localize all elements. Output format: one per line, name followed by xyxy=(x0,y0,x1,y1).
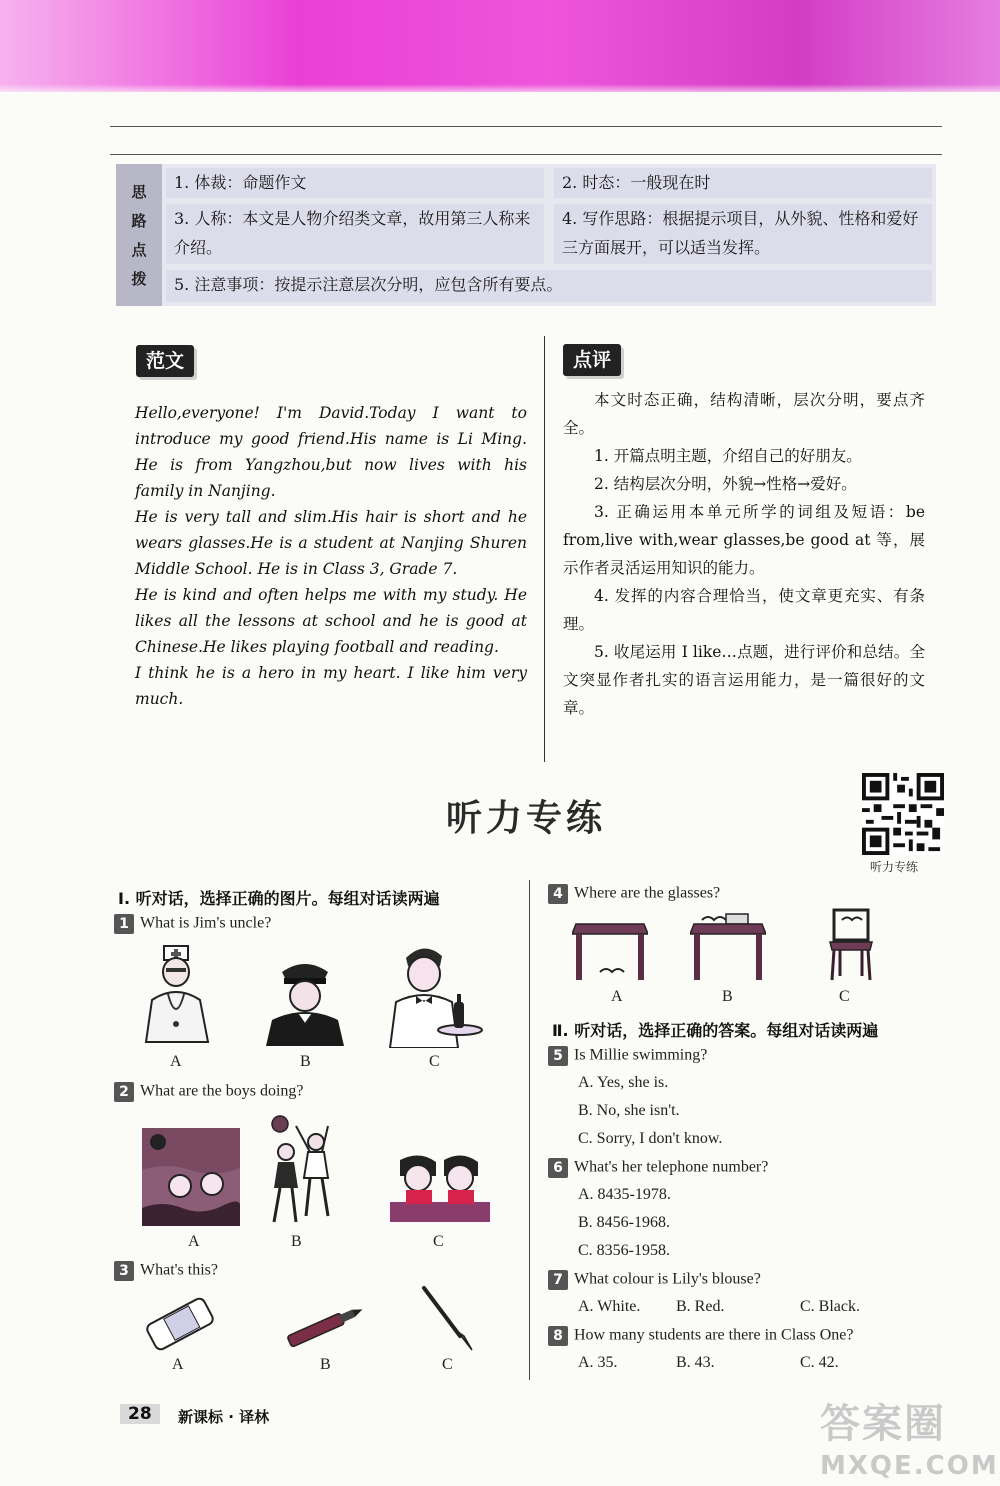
comment-paragraph: 1. 开篇点明主题，介绍自己的好朋友。 xyxy=(594,447,862,465)
answer-option[interactable]: B. 8456-1968. xyxy=(578,1214,670,1231)
answer-option[interactable]: A. 35. xyxy=(578,1354,618,1371)
tip-person: 3. 人称：本文是人物介绍类文章，故用第三人称来介绍。 xyxy=(166,204,544,264)
question-6 xyxy=(548,1158,768,1178)
model-essay xyxy=(135,400,527,712)
question-text: What's her telephone number? xyxy=(574,1158,769,1176)
answer-option[interactable]: B. Red. xyxy=(676,1298,725,1315)
tip-approach: 4. 写作思路：根据提示项目，从外貌、性格和爱好三方面展开，可以适当发挥。 xyxy=(554,204,932,264)
tips-char: 路 xyxy=(131,212,147,230)
question-number: 3 xyxy=(114,1261,134,1281)
thinking-tips-box xyxy=(116,164,936,306)
question-number: 6 xyxy=(548,1158,568,1178)
option-label: A xyxy=(611,988,623,1005)
qr-code-icon[interactable] xyxy=(862,773,944,855)
comment-paragraph: 4. 发挥的内容合理恰当，使文章更充实、有条理。 xyxy=(563,587,925,633)
question-3 xyxy=(114,1261,218,1281)
watermark-line: MXQE.COM xyxy=(820,1451,999,1481)
glasses-on-desk-picture[interactable] xyxy=(690,912,766,982)
tip-genre: 1. 体裁：命题作文 xyxy=(166,168,544,198)
question-number: 2 xyxy=(114,1082,134,1102)
top-banner xyxy=(0,0,1000,92)
glasses-under-desk-picture[interactable] xyxy=(572,918,648,982)
answer-option[interactable]: A. White. xyxy=(578,1298,641,1315)
part1-heading: Ⅰ. 听对话，选择正确的图片。每组对话读两遍 xyxy=(118,889,440,908)
question-5 xyxy=(548,1046,707,1066)
answer-option[interactable]: C. Black. xyxy=(800,1298,860,1315)
question-text: What is Jim's uncle? xyxy=(140,914,272,932)
question-4 xyxy=(548,884,720,904)
divider-top xyxy=(110,126,942,127)
essay-tag: 范文 xyxy=(136,345,194,377)
question-text: Is Millie swimming? xyxy=(574,1046,708,1064)
waiter-picture[interactable] xyxy=(380,940,484,1048)
option-label: B xyxy=(722,988,733,1005)
option-label: B xyxy=(300,1053,311,1070)
essay-paragraph: He is very tall and slim.His hair is short and he wears glasses.He is a student at Nanjing Shuren Middle School. He is in Class 3, Grade 7. xyxy=(135,508,527,578)
basketball-picture[interactable] xyxy=(262,1112,334,1226)
essay-paragraph: Hello,everyone! I'm David.Today I want to introduce my good friend.His name is Li Ming. He is from Yangzhou,but now lives with his family in Nanjing. xyxy=(135,404,527,500)
question-text: Where are the glasses? xyxy=(574,884,721,902)
reading-picture[interactable] xyxy=(390,1154,490,1226)
question-number: 1 xyxy=(114,914,134,934)
option-label: A xyxy=(170,1053,182,1070)
glasses-on-chair-picture[interactable] xyxy=(826,908,876,982)
answer-option[interactable]: B. 43. xyxy=(676,1354,715,1371)
option-label: B xyxy=(320,1356,331,1373)
option-label: C xyxy=(442,1356,453,1373)
question-1 xyxy=(114,914,271,934)
comment-paragraph: 2. 结构层次分明，外貌→性格→爱好。 xyxy=(594,475,857,493)
listening-column-divider xyxy=(529,880,530,1380)
answer-option[interactable]: A. 8435-1978. xyxy=(578,1186,671,1203)
option-label: C xyxy=(433,1233,444,1250)
watermark xyxy=(820,1392,999,1481)
option-label: A xyxy=(172,1356,184,1373)
tips-side-label xyxy=(116,164,162,306)
answer-option[interactable]: C. 42. xyxy=(800,1354,839,1371)
question-text: How many students are there in Class One? xyxy=(574,1326,854,1344)
comment-paragraph: 本文时态正确，结构清晰，层次分明，要点齐全。 xyxy=(563,391,925,437)
essay-paragraph: I think he is a hero in my heart. I like him very much. xyxy=(135,664,527,708)
page-number: 28 xyxy=(120,1404,160,1424)
qr-label: 听力专练 xyxy=(870,860,919,874)
comment-paragraph: 5. 收尾运用 I like…点题，进行评价和总结。全文突显作者扎实的语言运用能力，是一篇很好的文章。 xyxy=(563,643,925,717)
option-label: C xyxy=(429,1053,440,1070)
watermark-line: 答案圈 xyxy=(820,1401,946,1447)
listening-title: 听力专练 xyxy=(446,798,607,839)
policeman-picture[interactable] xyxy=(264,958,346,1046)
question-text: What colour is Lily's blouse? xyxy=(574,1270,761,1288)
divider-second xyxy=(110,154,942,155)
comment-paragraph: 3. 正确运用本单元所学的词组及短语：be from,live with,wear glasses,be good at 等，展示作者灵活运用知识的能力。 xyxy=(563,503,925,577)
essay-paragraph: He is kind and often helps me with my study. He likes all the lessons at school and he is good at Chinese.He likes playing football and reading. xyxy=(135,586,527,656)
question-number: 4 xyxy=(548,884,568,904)
tip-tense: 2. 时态：一般现在时 xyxy=(554,168,932,198)
answer-option[interactable]: A. Yes, she is. xyxy=(578,1074,669,1091)
question-8 xyxy=(548,1326,853,1346)
swimming-picture[interactable] xyxy=(142,1128,240,1226)
pen-picture[interactable] xyxy=(282,1300,368,1352)
answer-option[interactable]: B. No, she isn't. xyxy=(578,1102,680,1119)
option-label: B xyxy=(291,1233,302,1250)
series-name: 新课标 · 译林 xyxy=(178,1408,270,1426)
doctor-picture[interactable] xyxy=(138,944,214,1044)
option-label: A xyxy=(188,1233,200,1250)
question-2 xyxy=(114,1082,304,1102)
brush-picture[interactable] xyxy=(420,1284,476,1352)
question-text: What's this? xyxy=(140,1261,218,1279)
question-7 xyxy=(548,1270,761,1290)
question-text: What are the boys doing? xyxy=(140,1082,304,1100)
answer-option[interactable]: C. Sorry, I don't know. xyxy=(578,1130,723,1147)
option-label: C xyxy=(839,988,850,1005)
tip-notes: 5. 注意事项：按提示注意层次分明，应包含所有要点。 xyxy=(166,270,932,302)
comment-tag: 点评 xyxy=(563,344,621,376)
column-divider xyxy=(544,336,545,762)
tips-char: 点 xyxy=(131,241,147,259)
tips-char: 思 xyxy=(131,183,147,201)
answer-option[interactable]: C. 8356-1958. xyxy=(578,1242,670,1259)
eraser-picture[interactable] xyxy=(142,1292,218,1356)
question-number: 7 xyxy=(548,1270,568,1290)
part2-heading: Ⅱ. 听对话，选择正确的答案。每组对话读两遍 xyxy=(552,1021,879,1040)
question-number: 5 xyxy=(548,1046,568,1066)
question-number: 8 xyxy=(548,1326,568,1346)
tips-char: 拨 xyxy=(131,270,147,288)
comment-text xyxy=(563,386,925,722)
